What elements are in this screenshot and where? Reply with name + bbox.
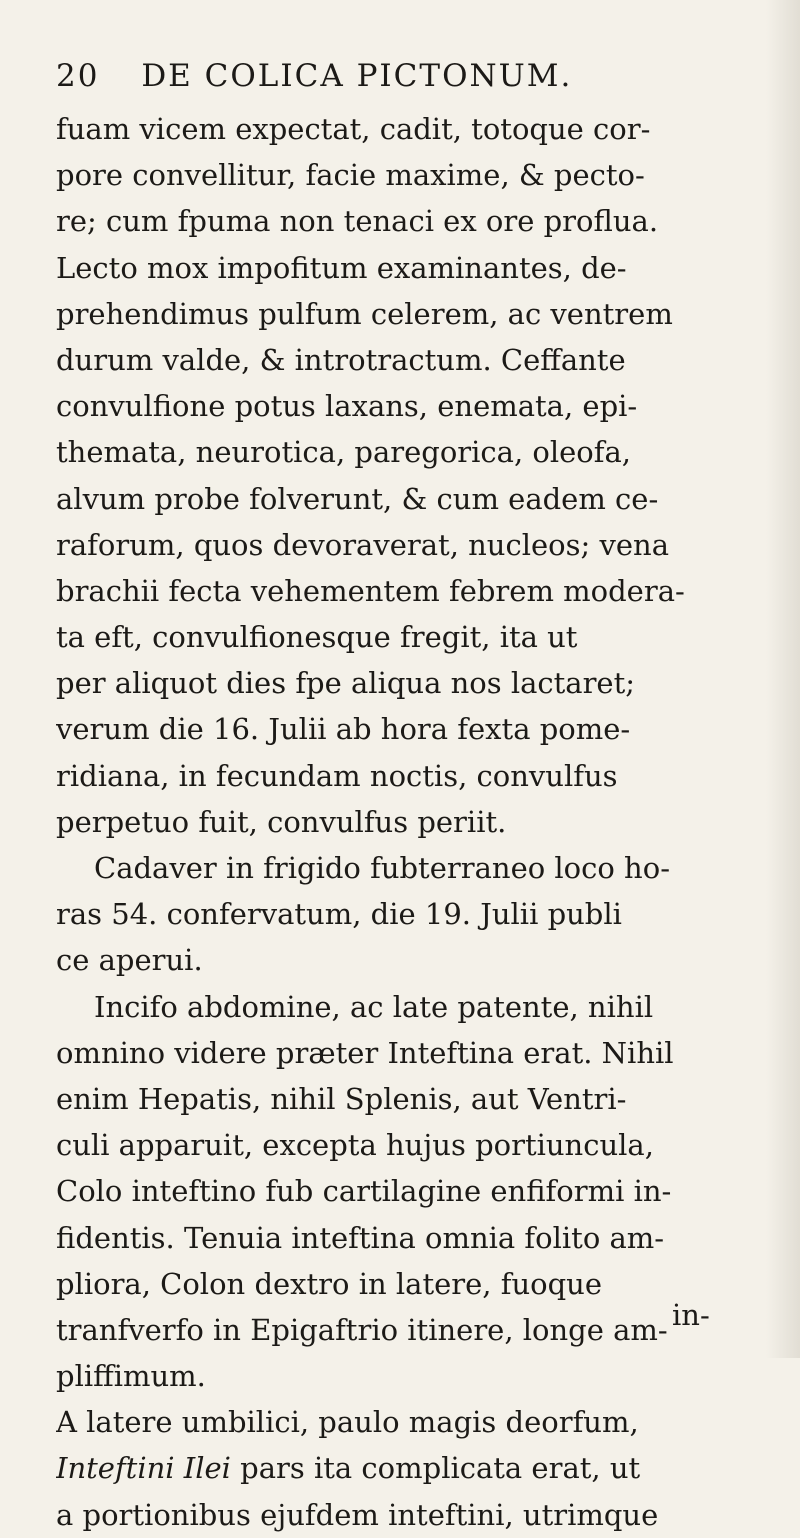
text-line: ce aperui. [56,943,203,978]
text-line: re; cum fpuma non tenaci ex ore proflua. [56,204,659,239]
text-line: Lecto mox impofitum examinantes, de- [56,250,627,285]
text-line: enim Hepatis, nihil Splenis, aut Ventri- [56,1081,627,1116]
text-line: brachii fecta vehementem febrem modera- [56,573,685,608]
text-line: omnino videre præter Inteftina erat. Nihil [56,1035,674,1070]
running-header [56,58,756,108]
page-number: 20 [56,58,100,94]
text-line: A latere umbilici, paulo magis deorfum, [56,1405,639,1440]
text-line: pliora, Colon dextro in latere, fuoque [56,1266,603,1301]
body-text [56,106,756,1538]
text-line: per aliquot dies fpe aliqua nos lactaret; [56,666,636,701]
text-line: ridiana, in fecundam noctis, convulfus [56,758,618,793]
text-line: alvum probe folverunt, & cum eadem ce- [56,481,659,516]
text-line: perpetuo fuit, convulfus periit. [56,804,507,839]
text-line: pliffimum. [56,1359,206,1394]
text-line: fidentis. Tenuia inteftina omnia folito am- [56,1220,665,1255]
text-line: Cadaver in frigido fubterraneo loco ho- [94,851,670,885]
text-line: pore convellitur, facie maxime, & pecto- [56,158,645,193]
text-line: raforum, quos devoraverat, nucleos; vena [56,527,670,562]
text-line: Colo inteftino fub cartilagine enfiformi in- [56,1174,672,1209]
text-line: ta eft, convulfionesque fregit, ita ut [56,620,578,655]
text-line: fuam vicem expectat, cadit, totoque cor- [56,112,651,146]
text-line: convulfione potus laxans, enemata, epi- [56,389,638,424]
text-line: tranfverfo in Epigaftrio itinere, longe am- [56,1312,668,1347]
text-line [56,1445,756,1491]
text-line: ras 54. confervatum, die 19. Julii publi [56,897,622,932]
running-title: DE COLICA PICTONUM. [141,58,573,94]
line-text: pars ita complicata erat, ut [240,1451,641,1486]
text-line: a portionibus ejufdem inteftini, utrimque [56,1497,659,1532]
text-line: prehendimus pulfum celerem, ac ventrem [56,296,673,331]
text-line: verum die 16. Julii ab hora fexta pome- [56,712,631,747]
text-line: Incifo abdomine, ac late patente, nihil [94,989,654,1024]
page-edge-shadow [766,0,800,1358]
text-line: durum valde, & introtractum. Ceffante [56,342,626,377]
italic-term: Inteftini Ilei [56,1451,231,1486]
text-line: culi apparuit, excepta hujus portiuncula, [56,1128,654,1163]
catchword: in- [672,1298,710,1332]
text-line: themata, neurotica, paregorica, oleofa, [56,435,632,470]
